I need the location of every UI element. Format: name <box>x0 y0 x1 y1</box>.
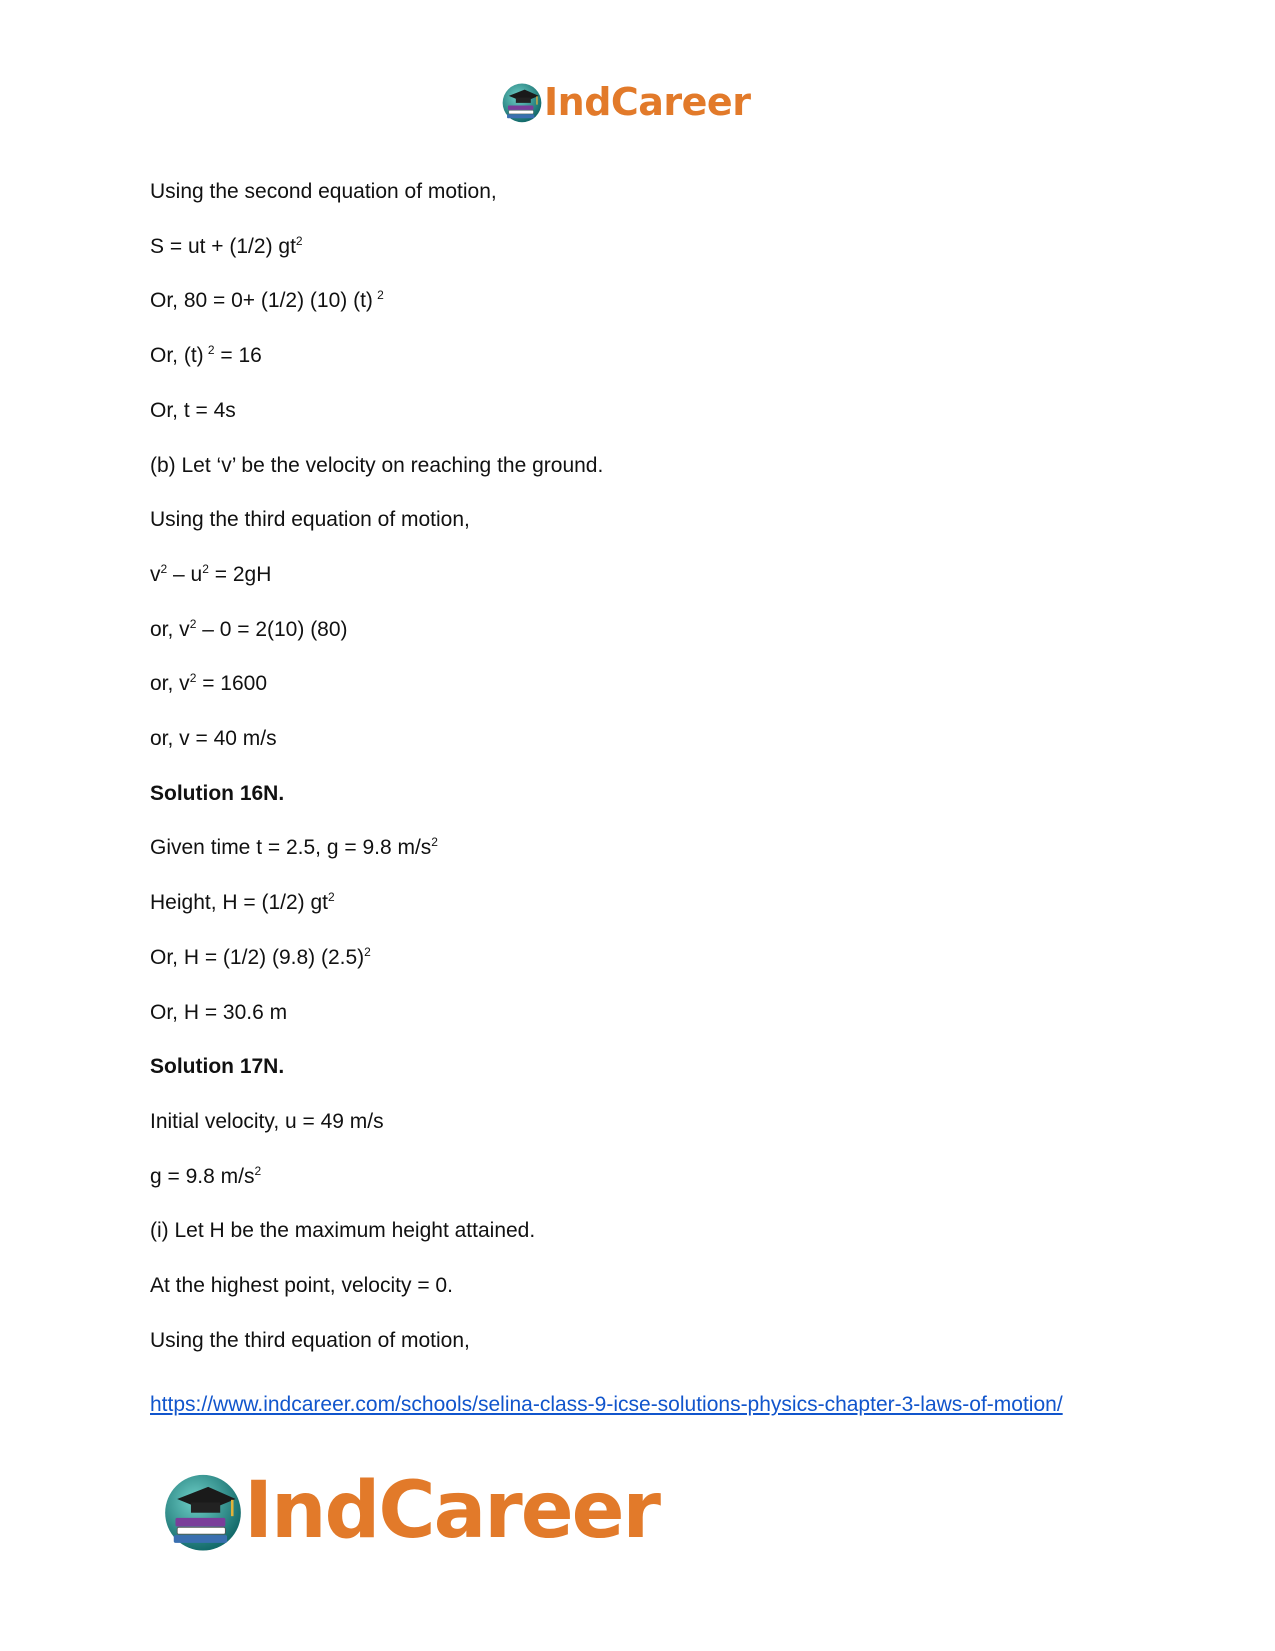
solution-heading: Solution 16N. <box>150 781 285 805</box>
text-line: g = 9.8 $m/s^2$ <box>150 1163 262 1188</box>
solution-heading: Solution 17N. <box>150 1055 285 1079</box>
text-line: Or, t = 4s <box>150 398 236 422</box>
text-line: Or, H = 30.6 m <box>150 1000 288 1024</box>
graduation-emblem-icon <box>160 1468 246 1554</box>
text-line: S = ut + (1/2) $gt^2$ <box>150 233 303 258</box>
header-logo-text: IndCareer <box>544 80 751 124</box>
text-line: $v^2 - u^2 = 2gH$ <box>150 561 272 586</box>
text-line: Given time t = 2.5, g = 9.8 $m/s^2$ <box>150 835 438 860</box>
text-line: Or, 80 = 0+ (1/2) (10) (t) $^2$ <box>150 288 384 313</box>
text-line: Initial velocity, u = 49 m/s <box>150 1109 384 1133</box>
text-line: (i) Let H be the maximum height attained. <box>150 1219 536 1243</box>
footer-logo <box>160 1466 659 1556</box>
text-line: Or, H = (1/2) (9.8) $(2.5)^2$ <box>150 944 371 969</box>
footer-logo-text: IndCareer <box>244 1466 659 1556</box>
text-line: Using the second equation of motion, <box>150 180 497 203</box>
text-line: Height, H = (1/2) $gt^2$ <box>150 890 335 915</box>
graduation-emblem-icon <box>500 80 544 124</box>
text-line: Using the third equation of motion, <box>150 1328 470 1352</box>
text-line: or, $v^2 - 0 = 2(10)$ (80) <box>150 616 348 641</box>
header-logo <box>500 78 750 126</box>
text-line: or, v = 40 m/s <box>150 727 277 750</box>
text-line: Or, (t) $^2$ = 16 <box>150 343 262 368</box>
text-line: (b) Let ‘v’ be the velocity on reaching the ground. <box>150 453 604 477</box>
text-line: Using the third equation of motion, <box>150 508 470 532</box>
text-line: or, $v^2 = 1600$ <box>150 671 268 696</box>
source-link[interactable]: https://www.indcareer.com/schools/selina-class-9-icse-solutions-physics-chapter-3-laws-of-motion/ <box>150 1393 1063 1416</box>
text-line: At the highest point, velocity = 0. <box>150 1274 453 1297</box>
